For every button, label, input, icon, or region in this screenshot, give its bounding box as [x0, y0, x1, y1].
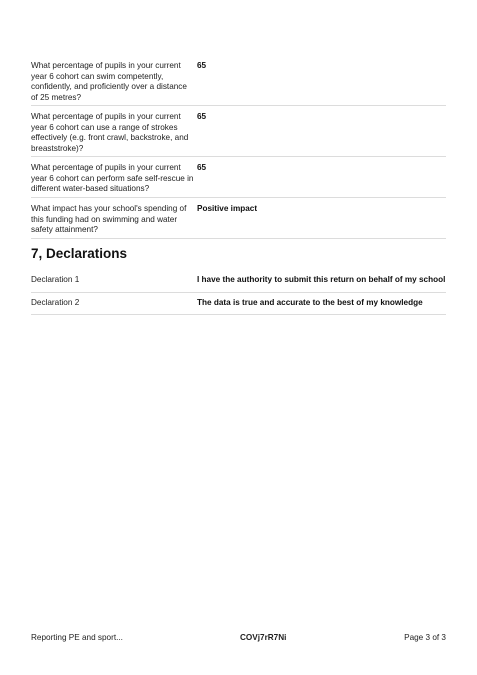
footer-page-number: Page 3 of 3 — [404, 633, 446, 642]
table-row — [31, 106, 446, 157]
question-text: What impact has your school's spending of this funding had on swimming and water safety attainment? — [31, 204, 187, 235]
question-text: What percentage of pupils in your current year 6 cohort can swim competently, confidently, and proficiently over a distance of 25 metres? — [31, 61, 187, 102]
declaration-label: Declaration 2 — [31, 297, 80, 307]
question-text: What percentage of pupils in your current year 6 cohort can perform safe self-rescue in different water-based situations? — [31, 163, 194, 194]
answer-value: Positive impact — [197, 204, 258, 213]
table-row — [31, 198, 446, 239]
question-text: What percentage of pupils in your current year 6 cohort can use a range of strokes effectively (e.g. front crawl, backstroke, and breaststroke)? — [31, 112, 189, 153]
declarations-table — [31, 270, 446, 315]
swimming-questions-table — [31, 55, 446, 239]
answer-value: 65 — [197, 61, 207, 70]
footer-reference-code: COVj7rR7Ni — [240, 633, 287, 642]
table-row — [31, 55, 446, 106]
table-row — [31, 293, 446, 316]
declaration-value: The data is true and accurate to the best of my knowledge — [197, 297, 423, 307]
table-row — [31, 157, 446, 198]
table-row — [31, 270, 446, 293]
footer-document-title: Reporting PE and sport... — [31, 633, 123, 642]
declaration-value: I have the authority to submit this return on behalf of my school — [197, 275, 446, 284]
answer-value: 65 — [197, 163, 207, 172]
declaration-label: Declaration 1 — [31, 275, 80, 284]
section-title: 7, Declarations — [31, 246, 128, 261]
answer-value: 65 — [197, 112, 207, 121]
